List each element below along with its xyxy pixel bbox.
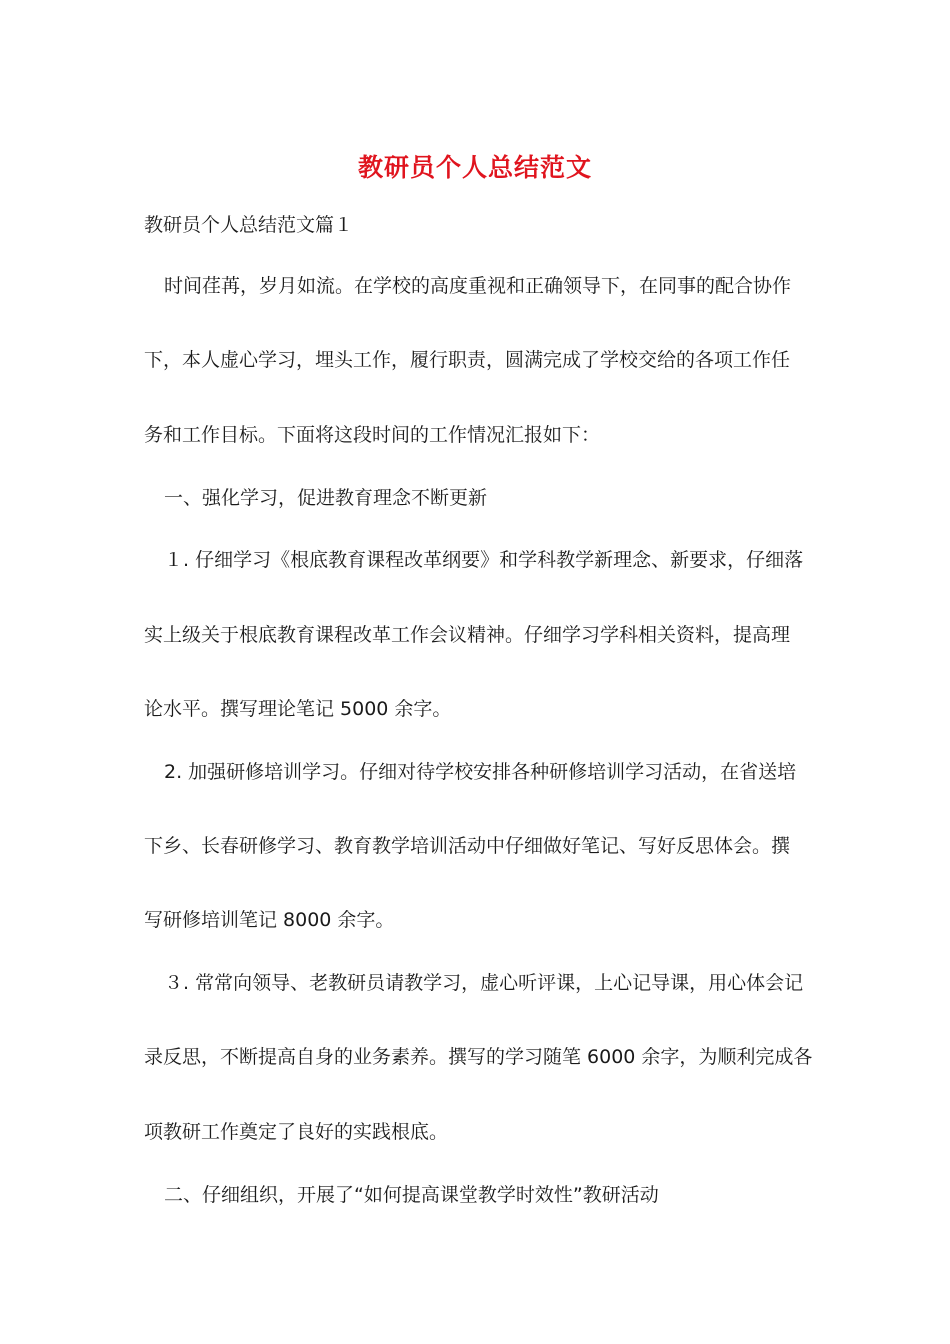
paragraph-line: ３. 常常向领导、老教研员请教学习，虚心听评课，上心记导课，用心体会记 — [164, 972, 804, 994]
paragraph-line: 下，本人虚心学习，埋头工作，履行职责，圆满完成了学校交给的各项工作任 — [144, 349, 791, 371]
document-title: 教研员个人总结范文 — [357, 153, 592, 182]
subtitle: 教研员个人总结范文篇１ — [144, 214, 354, 236]
paragraph-line: 写研修培训笔记 8000 余字。 — [144, 909, 395, 931]
section-heading: 二、仔细组织，开展了“如何提高课堂教学时效性”教研活动 — [164, 1184, 659, 1206]
paragraph-line: １. 仔细学习《根底教育课程改革纲要》和学科教学新理念、新要求，仔细落 — [164, 549, 804, 571]
paragraph-line: 务和工作目标。下面将这段时间的工作情况汇报如下： — [144, 424, 601, 446]
section-heading: 一、强化学习，促进教育理念不断更新 — [164, 487, 488, 509]
paragraph-line: 论水平。撰写理论笔记 5000 余字。 — [144, 698, 452, 720]
paragraph-line: 录反思，不断提高自身的业务素养。撰写的学习随笔 6000 余字，为顺利完成各 — [144, 1046, 813, 1068]
paragraph-line: 时间荏苒，岁月如流。在学校的高度重视和正确领导下，在同事的配合协作 — [164, 275, 792, 297]
paragraph-line: 实上级关于根底教育课程改革工作会议精神。仔细学习学科相关资料，提高理 — [144, 624, 791, 646]
paragraph-line: 下乡、长春研修学习、教育教学培训活动中仔细做好笔记、写好反思体会。撰 — [144, 835, 791, 857]
paragraph-line: 2. 加强研修培训学习。仔细对待学校安排各种研修培训学习活动，在省送培 — [164, 761, 797, 783]
paragraph-line: 项教研工作奠定了良好的实践根底。 — [144, 1121, 449, 1143]
